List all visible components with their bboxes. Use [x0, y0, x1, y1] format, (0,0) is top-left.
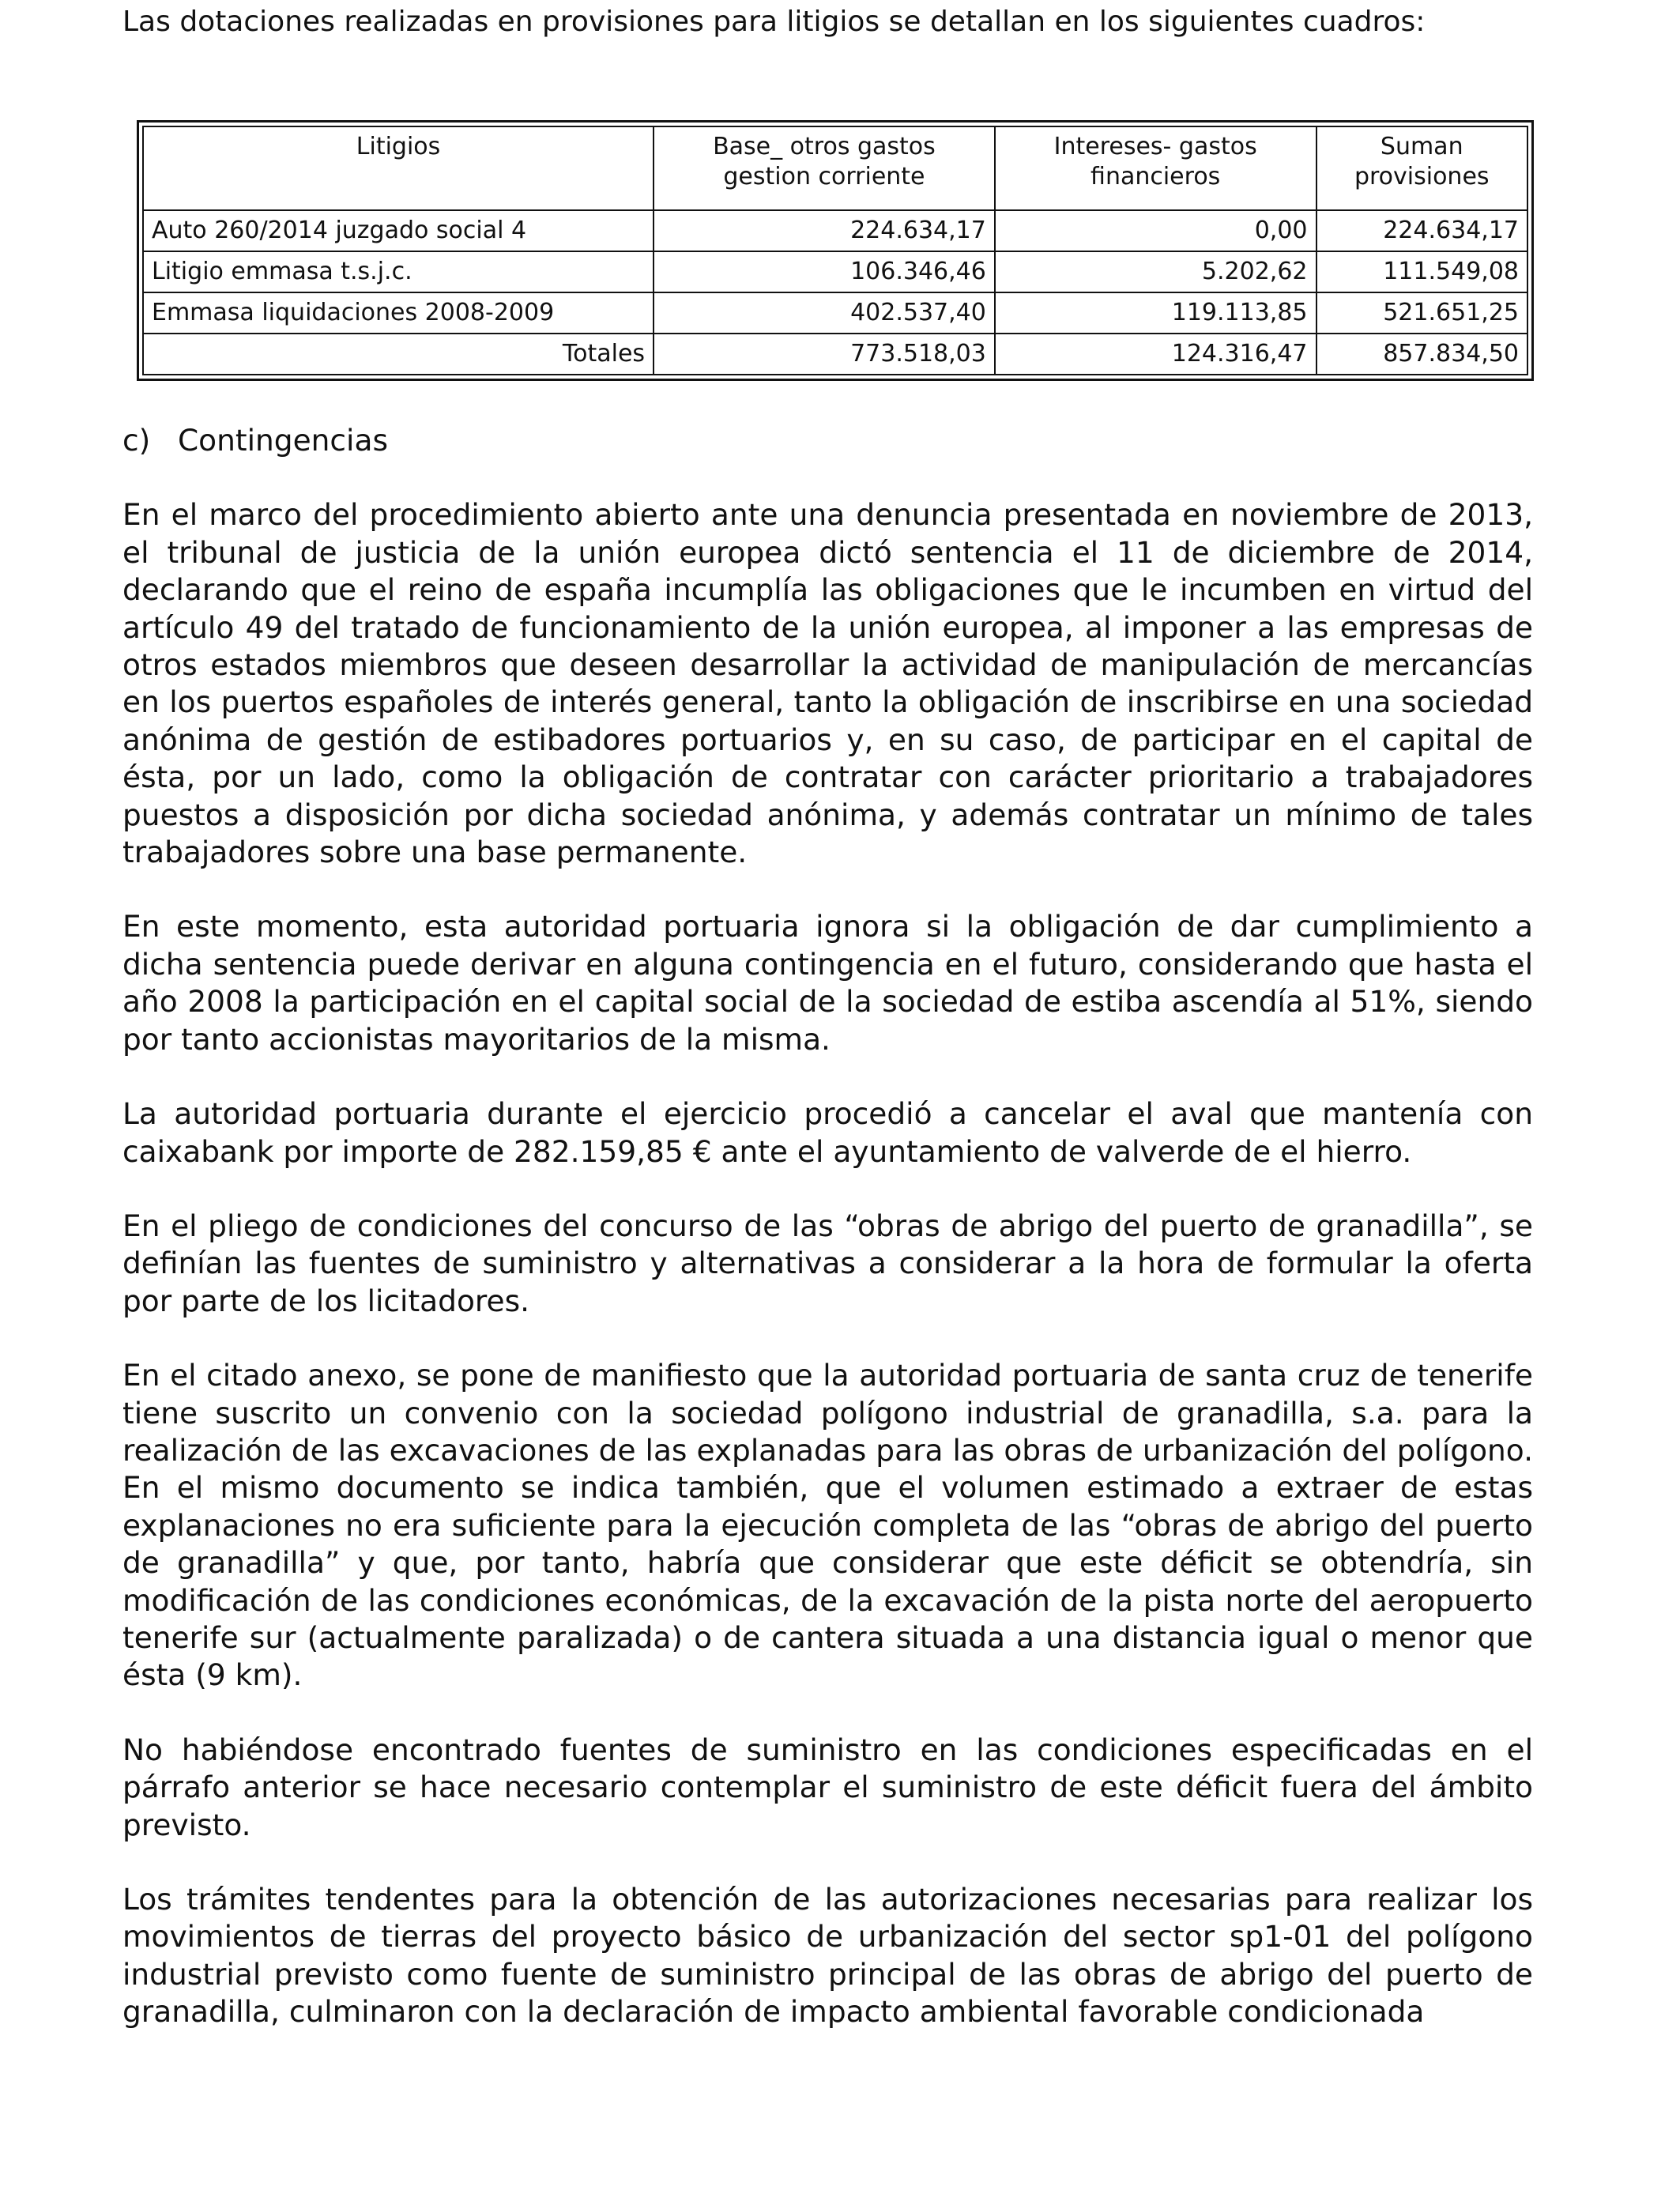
section-label: c)	[122, 423, 151, 458]
header-base-gastos: Base_ otros gastos gestion corriente	[654, 126, 995, 210]
table-row	[143, 251, 1527, 292]
header-litigios: Litigios	[143, 126, 654, 210]
row-litigio-name: Litigio emmasa t.s.j.c.	[143, 251, 654, 292]
paragraph: En el pliego de condiciones del concurso de las “obras de abrigo del puerto de granadilla”, se definían las fuentes de suministro y alternativas a considerar a la hora de formular la oferta por parte de los licitadores.	[122, 1208, 1533, 1318]
section-title: Contingencias	[178, 423, 388, 458]
table-header-row	[143, 126, 1527, 210]
paragraph: En el citado anexo, se pone de manifiesto que la autoridad portuaria de santa cruz de tenerife tiene suscrito un convenio con la sociedad polígono industrial de granadilla, s.a. para la realización de las excavaciones de las explanadas para las obras de urbanización del polígono. En el mismo documento se indica también, que el volumen estimado a extraer de estas explanaciones no era suficiente para la ejecución completa de las “obras de abrigo del puerto de granadilla” y que, por tanto, habría que considerar que este déficit se obtendría, sin modificación de las condiciones económicas, de la excavación de la pista norte del aeropuerto tenerife sur (actualmente paralizada) o de cantera situada a una distancia igual o menor que ésta (9 km).	[122, 1358, 1533, 1693]
row-litigio-name: Auto 260/2014 juzgado social 4	[143, 210, 654, 251]
table-row	[143, 292, 1527, 334]
intro-text: Las dotaciones realizadas en provisiones para litigios se detallan en los siguientes cuadros:	[122, 6, 1426, 38]
header-suman-provisiones: Suman provisiones	[1317, 126, 1527, 210]
paragraph: No habiéndose encontrado fuentes de suministro en las condiciones especificadas en el párrafo anterior se hace necesario contemplar el suministro de este déficit fuera del ámbito previsto.	[122, 1732, 1533, 1842]
provisions-table-frame	[137, 120, 1534, 381]
row-suman-value: 224.634,17	[1317, 210, 1527, 251]
table-row	[143, 210, 1527, 251]
totals-base-value: 773.518,03	[654, 334, 995, 375]
paragraph: En el marco del procedimiento abierto ante una denuncia presentada en noviembre de 2013, el tribunal de justicia de la unión europea dictó sentencia el 11 de diciembre de 2014, declarando que el reino de españa incumplía las obligaciones que le incumben en virtud del artículo 49 del tratado de funcionamiento de la unión europea, al imponer a las empresas de otros estados miembros que deseen desarrollar la actividad de manipulación de mercancías en los puertos españoles de interés general, tanto la obligación de inscribirse en una sociedad anónima de gestión de estibadores portuarios y, en su caso, de participar en el capital de ésta, por un lado, como la obligación de contratar con carácter prioritario a trabajadores puestos a disposición por dicha sociedad anónima, y además contratar un mínimo de tales trabajadores sobre una base permanente.	[122, 497, 1533, 870]
paragraph: La autoridad portuaria durante el ejercicio procedió a cancelar el aval que mantenía con caixabank por importe de 282.159,85 € ante el ayuntamiento de valverde de el hierro.	[122, 1096, 1533, 1169]
row-intereses-value: 5.202,62	[995, 251, 1317, 292]
paragraph: En este momento, esta autoridad portuaria ignora si la obligación de dar cumplimiento a dicha sentencia puede derivar en alguna contingencia en el futuro, considerando que hasta el año 2008 la participación en el capital social de la sociedad de estiba ascendía al 51%, siendo por tanto accionistas mayoritarios de la misma.	[122, 909, 1533, 1057]
row-intereses-value: 119.113,85	[995, 292, 1317, 334]
row-litigio-name: Emmasa liquidaciones 2008-2009	[143, 292, 654, 334]
totals-suman-value: 857.834,50	[1317, 334, 1527, 375]
row-base-value: 106.346,46	[654, 251, 995, 292]
row-base-value: 224.634,17	[654, 210, 995, 251]
row-base-value: 402.537,40	[654, 292, 995, 334]
totals-label: Totales	[143, 334, 654, 375]
section-heading	[122, 422, 1533, 459]
totals-intereses-value: 124.316,47	[995, 334, 1317, 375]
table-totals-row	[143, 334, 1527, 375]
row-intereses-value: 0,00	[995, 210, 1317, 251]
paragraph: Los trámites tendentes para la obtención de las autorizaciones necesarias para realizar los movimientos de tierras del proyecto básico de urbanización del sector sp1-01 del polígono industrial previsto como fuente de suministro principal de las obras de abrigo del puerto de granadilla, culminaron con la declaración de impacto ambiental favorable condicionada	[122, 1882, 1533, 2030]
row-suman-value: 521.651,25	[1317, 292, 1527, 334]
header-intereses: Intereses- gastos financieros	[995, 126, 1317, 210]
row-suman-value: 111.549,08	[1317, 251, 1527, 292]
body-text	[122, 422, 1533, 2068]
provisions-table	[142, 126, 1528, 375]
